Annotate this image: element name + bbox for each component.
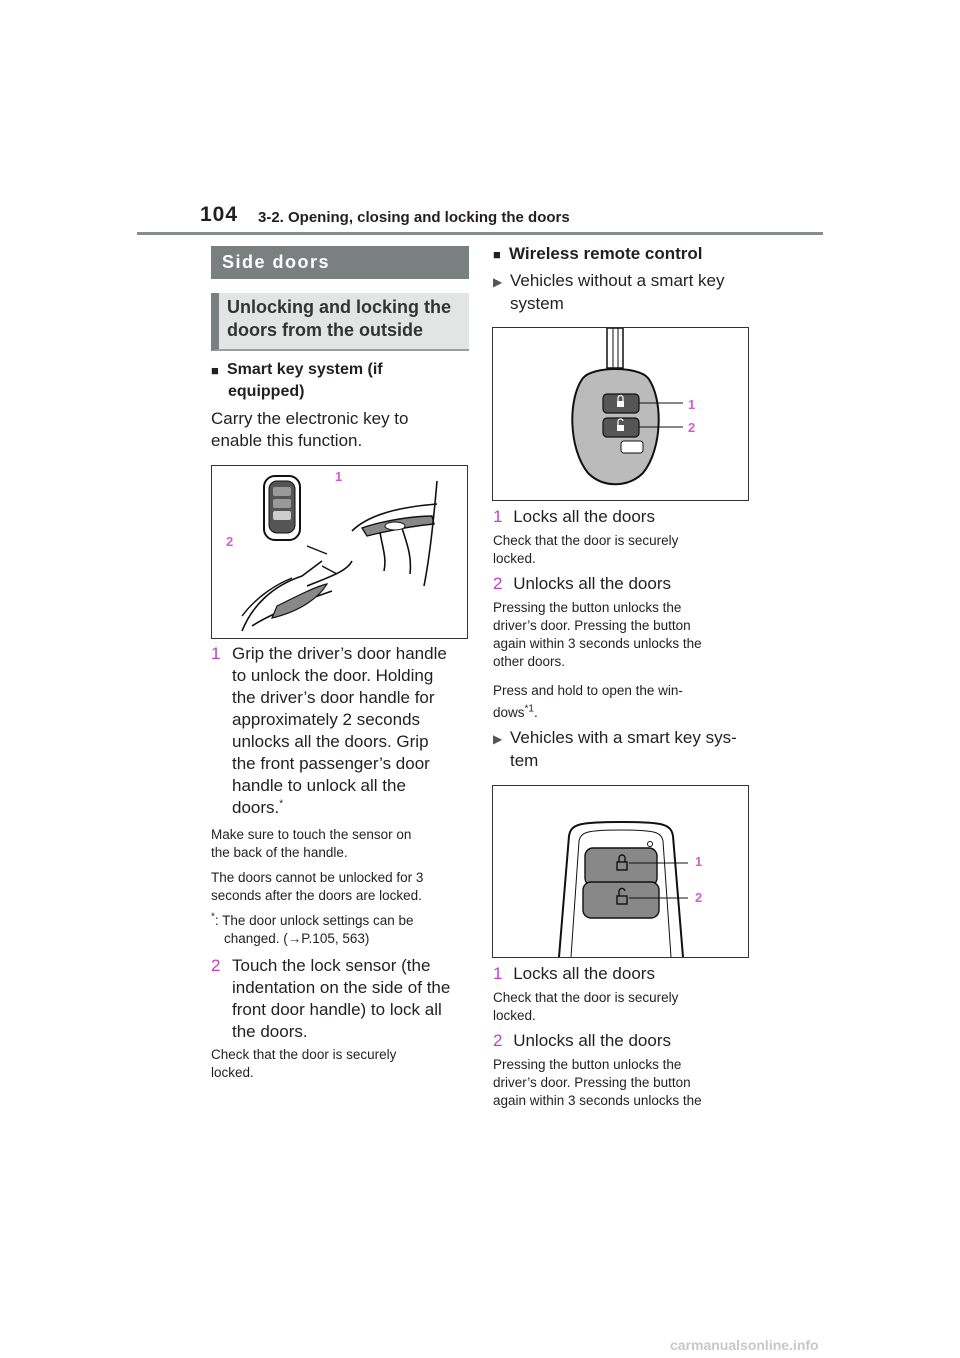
note-delay: [211, 869, 423, 905]
text-line: indentation on the side of the: [232, 978, 451, 997]
a-note-check: [493, 532, 678, 568]
text-line: Grip the driver’s door handle: [232, 644, 447, 663]
footnote-mark: *: [279, 798, 284, 810]
triangle-bullet-icon: ▶: [493, 275, 503, 289]
text-line: other doors.: [493, 654, 566, 669]
text-line: changed. (→P.105, 563): [224, 931, 370, 946]
callout-1: 1: [688, 397, 696, 412]
text-line: approximately 2 seconds: [232, 710, 421, 729]
step-text: Unlocks all the doors: [513, 574, 672, 593]
square-bullet-icon: ■: [211, 363, 219, 378]
wireless-key-figure: [492, 327, 749, 501]
smart-key-heading: [211, 359, 383, 402]
step-number: 2: [211, 956, 221, 975]
step-number: 2: [493, 1031, 503, 1050]
callout-1: 1: [335, 469, 343, 484]
step-number: 1: [493, 964, 503, 983]
triangle-bullet-icon: ▶: [493, 732, 503, 746]
smart-key-subheading: [493, 727, 737, 772]
text-line: locked.: [493, 551, 536, 566]
footnote-mark: *: [211, 911, 215, 923]
note-check: [211, 1046, 396, 1082]
heading-text: Wireless remote control: [509, 244, 703, 263]
text-line: tem: [510, 751, 539, 770]
callout-2: 2: [688, 420, 696, 435]
text-line: Carry the electronic key to: [211, 409, 409, 428]
text-line: driver’s door. Pressing the button: [493, 1075, 691, 1090]
text-line: Pressing the button unlocks the: [493, 1057, 682, 1072]
a-note-hold: [493, 682, 683, 722]
text-line: doors.: [232, 798, 280, 817]
wireless-key-illustration: [493, 328, 748, 500]
carry-paragraph: [211, 408, 408, 452]
text-line: Pressing the button unlocks the: [493, 600, 682, 615]
a-step-1: [493, 506, 655, 528]
text-line: Press and hold to open the win-: [493, 683, 683, 698]
step-text: Locks all the doors: [513, 507, 655, 526]
step-number: 1: [493, 507, 503, 526]
text-line: the driver’s door handle for: [232, 688, 435, 707]
b-step-2: [493, 1030, 671, 1052]
section-title: Side doors: [211, 246, 469, 279]
step-number: 1: [211, 644, 221, 663]
smart-key-figure: [211, 465, 468, 639]
text-line: again within 3 seconds unlocks the: [493, 636, 702, 651]
text-line: the back of the handle.: [211, 845, 348, 860]
wireless-heading: [493, 243, 703, 265]
b-note-press: [493, 1056, 702, 1110]
subsection-title-line: Unlocking and locking the: [227, 297, 452, 317]
text-line: locked.: [211, 1065, 254, 1080]
square-bullet-icon: ■: [493, 247, 501, 262]
text-line: Check that the door is securely: [211, 1047, 397, 1062]
text-line: dows: [493, 705, 525, 720]
b-note-check: [493, 989, 678, 1025]
subsection-title-line: doors from the outside: [227, 320, 424, 340]
heading-text: equipped): [228, 383, 305, 400]
text-line: .: [533, 705, 538, 720]
no-smart-key-heading: [493, 270, 724, 315]
a-step-2: [493, 573, 671, 595]
step-1: [211, 643, 471, 819]
heading-text: Smart key system (if: [227, 361, 383, 378]
text-line: again within 3 seconds unlocks the: [493, 1093, 702, 1108]
smart-key-fob-figure: [492, 785, 749, 958]
text-line: : The door unlock settings can be: [214, 913, 414, 928]
callout-2: 2: [226, 534, 234, 549]
step-2: [211, 955, 471, 1043]
smart-key-fob-illustration: [493, 786, 748, 957]
text-line: the doors.: [232, 1022, 308, 1041]
text-line: front door handle) to lock all: [232, 1000, 442, 1019]
footnote: [211, 912, 414, 948]
text-line: Vehicles without a smart key: [510, 271, 725, 290]
text-line: locked.: [493, 1008, 536, 1023]
text-line: enable this function.: [211, 431, 363, 450]
text-line: Touch the lock sensor (the: [232, 956, 431, 975]
page-number: 104: [200, 203, 239, 226]
text-line: Check that the door is securely: [493, 533, 679, 548]
text-line: handle to unlock all the: [232, 776, 406, 795]
text-line: Vehicles with a smart key sys-: [510, 728, 737, 747]
note-sensor: [211, 826, 411, 862]
header-rule: [137, 232, 823, 235]
step-text: Unlocks all the doors: [513, 1031, 672, 1050]
text-line: Make sure to touch the sensor on: [211, 827, 412, 842]
b-step-1: [493, 963, 655, 985]
subsection-title: [211, 293, 469, 351]
text-line: to unlock the door. Holding: [232, 666, 434, 685]
watermark: carmanualsonline.info: [670, 1337, 819, 1353]
text-line: unlocks all the doors. Grip: [232, 732, 429, 751]
callout-2: 2: [695, 890, 703, 905]
smart-key-illustration: [212, 466, 467, 638]
footnote-mark: *1: [524, 703, 534, 715]
callout-1: 1: [695, 854, 703, 869]
text-line: the front passenger’s door: [232, 754, 430, 773]
text-line: The doors cannot be unlocked for 3: [211, 870, 424, 885]
chapter-title: 3-2. Opening, closing and locking the doors: [258, 209, 570, 226]
text-line: system: [510, 294, 564, 313]
step-number: 2: [493, 574, 503, 593]
a-note-press: [493, 599, 702, 671]
text-line: Check that the door is securely: [493, 990, 679, 1005]
text-line: seconds after the doors are locked.: [211, 888, 422, 903]
text-line: driver’s door. Pressing the button: [493, 618, 691, 633]
step-text: Locks all the doors: [513, 964, 655, 983]
